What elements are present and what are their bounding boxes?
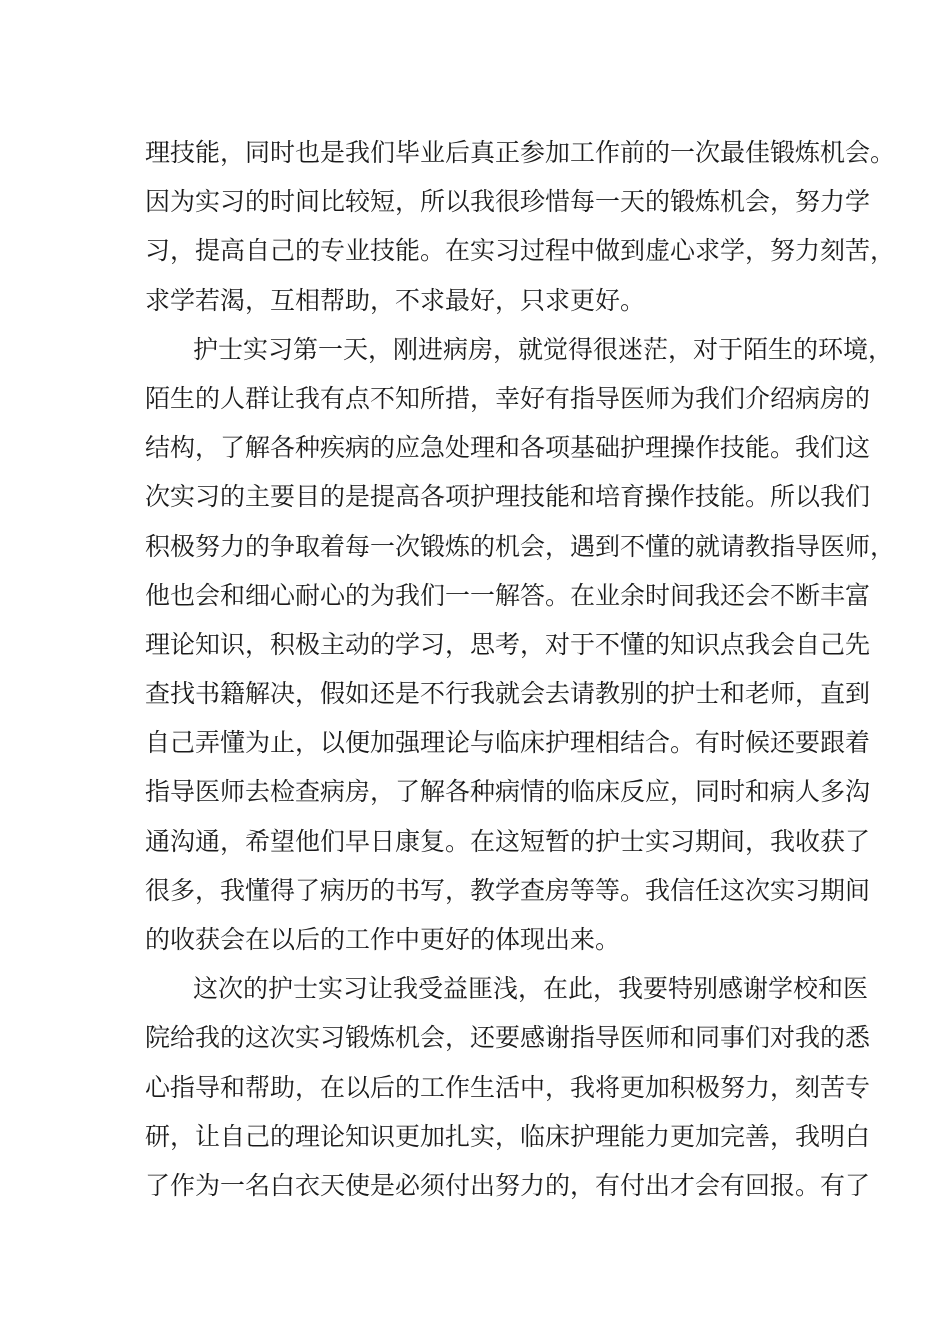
- text-line: 指导医师去检查病房，了解各种病情的临床反应，同时和病人多沟: [145, 777, 871, 807]
- text-line: 理技能，同时也是我们毕业后真正参加工作前的一次最佳锻炼机会。: [145, 138, 896, 167]
- text-line: 心指导和帮助，在以后的工作生活中，我将更加积极努力，刻苦专: [145, 1072, 871, 1102]
- text-line: 这次的护士实习让我受益匪浅，在此，我要特别感谢学校和医: [193, 974, 869, 1004]
- text-line: 护士实习第一天，刚进病房，就觉得很迷茫，对于陌生的环境，: [193, 334, 894, 364]
- text-line: 查找书籍解决，假如还是不行我就会去请教别的护士和老师，直到: [145, 679, 871, 709]
- text-line: 很多，我懂得了病历的书写，教学查房等等。我信任这次实习期间: [145, 875, 871, 905]
- text-line: 理论知识，积极主动的学习，思考，对于不懂的知识点我会自己先: [145, 629, 871, 659]
- text-line: 因为实习的时间比较短，所以我很珍惜每一天的锻炼机会，努力学: [145, 187, 871, 217]
- text-line: 陌生的人群让我有点不知所措，幸好有指导医师为我们介绍病房的: [145, 383, 871, 413]
- paragraph-1: [145, 128, 896, 325]
- text-line: 结构，了解各种疾病的应急处理和各项基础护理操作技能。我们这: [145, 433, 871, 463]
- text-line: 了作为一名白衣天使是必须付出努力的，有付出才会有回报。有了: [145, 1170, 871, 1200]
- text-line: 通沟通，希望他们早日康复。在这短暂的护士实习期间，我收获了: [145, 826, 871, 856]
- text-line: 自己弄懂为止，以便加强理论与临床护理相结合。有时候还要跟着: [145, 728, 871, 758]
- paragraph-3: [145, 964, 871, 1210]
- text-line: 习，提高自己的专业技能。在实习过程中做到虚心求学，努力刻苦，: [145, 236, 896, 266]
- text-line: 次实习的主要目的是提高各项护理技能和培育操作技能。所以我们: [145, 482, 871, 512]
- text-line: 积极努力的争取着每一次锻炼的机会，遇到不懂的就请教指导医师，: [145, 531, 896, 561]
- text-line: 院给我的这次实习锻炼机会，还要感谢指导医师和同事们对我的悉: [145, 1023, 871, 1053]
- text-line: 他也会和细心耐心的为我们一一解答。在业余时间我还会不断丰富: [145, 580, 871, 610]
- text-line: 研，让自己的理论知识更加扎实，临床护理能力更加完善，我明白: [145, 1121, 871, 1151]
- text-line: 的收获会在以后的工作中更好的体现出来。: [145, 925, 621, 954]
- text-line: 求学若渴，互相帮助，不求最好，只求更好。: [145, 285, 646, 315]
- document-body: [145, 128, 896, 1210]
- paragraph-2: [145, 325, 896, 964]
